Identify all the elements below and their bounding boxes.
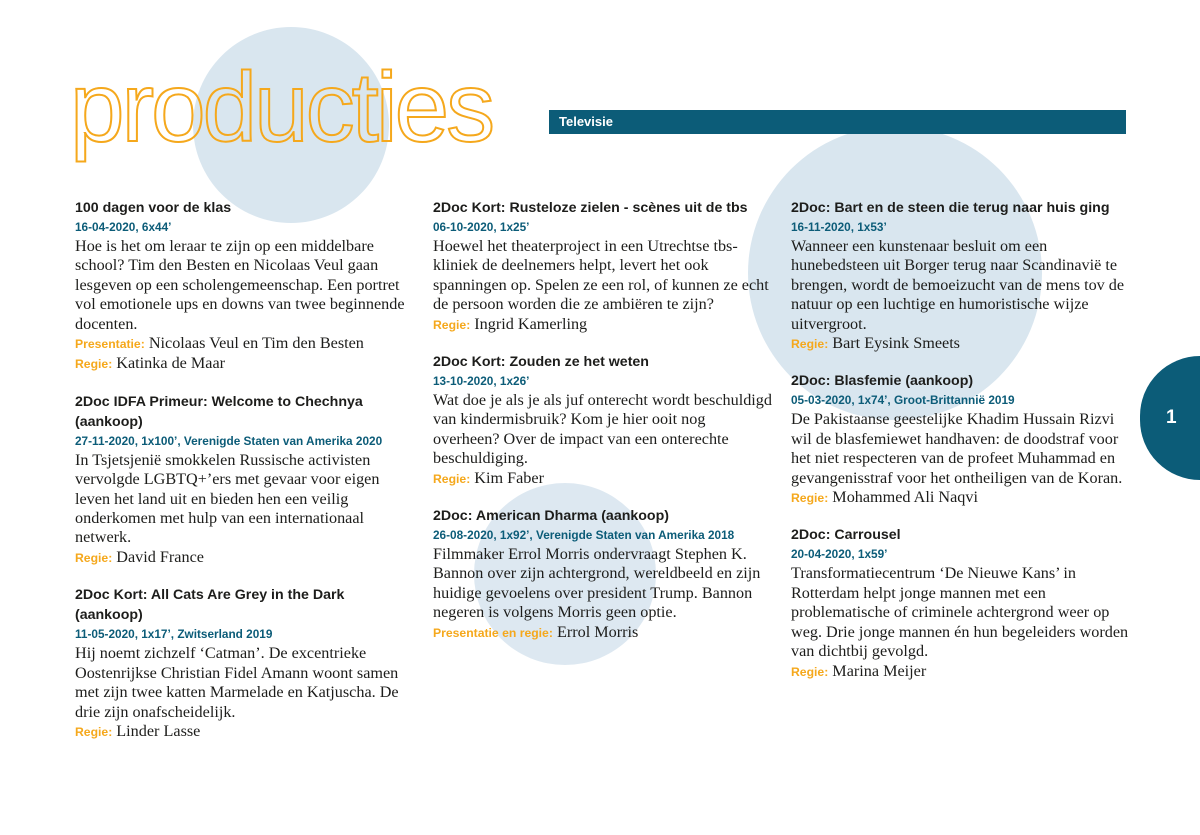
entry-meta: 13-10-2020, 1x26’ (433, 374, 530, 389)
entry-meta: 05-03-2020, 1x74’, Groot-Brittannië 2019 (791, 393, 1015, 408)
credit-value: Nicolaas Veul en Tim den Besten (148, 334, 364, 353)
entry-description: Wat doe je als je als juf onterecht wordt beschuldigd van kindermisbruik? Kom je hier ooit nog overheen? Over de impact van een onterechte beschuldiging. (433, 391, 772, 468)
production-entry (75, 585, 415, 742)
entry-description: In Tsjetsjenië smokkelen Russische activisten vervolgde LGBTQ+’ers met gevaar voor eigen leven het land uit en bieden hen een veilig onderkomen met hulp van een internationaal netwerk. (75, 450, 380, 547)
entry-credit (75, 548, 415, 568)
credit-value: Mohammed Ali Naqvi (832, 488, 978, 507)
production-entry (791, 198, 1131, 354)
entry-meta: 27-11-2020, 1x100’, Verenigde Staten van Amerika 2020 (75, 433, 383, 448)
credit-value: David France (116, 547, 204, 566)
entry-credit (433, 623, 773, 643)
credit-label: Presentatie en regie: (433, 625, 553, 640)
entry-title: 2Doc: Blasfemie (aankoop) (791, 373, 974, 390)
credit-value: Ingrid Kamerling (474, 314, 588, 333)
page-number: 1 (1166, 407, 1177, 428)
credit-label: Regie: (75, 724, 113, 739)
credit-label: Regie: (791, 337, 829, 352)
entry-title: 100 dagen voor de klas (75, 200, 232, 216)
entry-meta: 06-10-2020, 1x25’ (433, 220, 530, 234)
entry-description: De Pakistaanse geestelijke Khadim Hussain Rizvi wil de blasfemiewet handhaven: de doodstraf voor het niet respecteren van de profeet Muhammad en gevangenisstraf voor het ontheiligen van de Koran. (791, 410, 1123, 487)
entry-title: 2Doc: Bart en de steen die terug naar huis ging (791, 200, 1110, 216)
entry-meta: 16-04-2020, 6x44’ (75, 220, 172, 234)
entry-credit (75, 354, 415, 374)
entry-title: 2Doc Kort: Rusteloze zielen - scènes uit de tbs (433, 200, 748, 216)
entry-credit (75, 334, 415, 354)
page-number-tab (1140, 356, 1200, 480)
credit-label: Regie: (791, 664, 829, 679)
entry-description: Hoe is het om leraar te zijn op een middelbare school? Tim den Besten en Nicolaas Veul gaan lesgeven op een scholengemeenschap. Een portret vol emotionele ups en downs van twee beginnende docenten. (75, 237, 405, 333)
production-entry (433, 198, 773, 335)
entry-title: 2Doc Kort: All Cats Are Grey in the Dark (aankoop) (75, 587, 345, 624)
entry-credit (791, 488, 1131, 508)
production-entry (791, 525, 1131, 681)
credit-value: Kim Faber (474, 468, 544, 487)
entry-title: 2Doc: Carrousel (791, 527, 901, 544)
production-entry (433, 506, 773, 643)
credit-value: Bart Eysink Smeets (832, 334, 960, 353)
column-1 (75, 198, 415, 759)
column-3 (791, 198, 1131, 699)
credit-label: Regie: (75, 550, 113, 565)
entry-meta: 20-04-2020, 1x59’ (791, 547, 888, 562)
entry-credit (791, 662, 1131, 682)
credit-value: Marina Meijer (832, 661, 927, 680)
page-title: producties (70, 52, 493, 162)
entry-title: 2Doc IDFA Primeur: Welcome to Chechnya (aankoop) (75, 393, 363, 430)
entry-meta: 26-08-2020, 1x92’, Verenigde Staten van Amerika 2018 (433, 528, 735, 543)
credit-label: Regie: (433, 317, 471, 332)
production-entry (75, 392, 415, 568)
entry-credit (75, 722, 415, 742)
entry-credit (791, 334, 1131, 354)
production-entry (75, 198, 415, 375)
column-2 (433, 198, 773, 660)
credit-label: Regie: (791, 491, 829, 506)
entry-description: Filmmaker Errol Morris ondervraagt Stephen K. Bannon over zijn achtergrond, wereldbeeld en zijn huidige gevoelens over president Trump. Bannon negeren is volgens Morris geen optie. (433, 545, 761, 622)
entry-title: 2Doc: American Dharma (aankoop) (433, 508, 669, 525)
credit-value: Katinka de Maar (116, 354, 226, 373)
entry-meta: 16-11-2020, 1x53’ (791, 220, 887, 234)
entry-description: Hij noemt zichzelf ‘Catman’. De excentrieke Oostenrijkse Christian Fidel Amann woont samen met zijn twee katten Marmelade en Katjuscha. De drie zijn onafscheidelijk. (75, 644, 399, 721)
entry-description: Transformatiecentrum ‘De Nieuwe Kans’ in Rotterdam helpt jonge mannen met een problematische of criminele achtergrond weer op weg. Drie jonge mannen én hun begeleiders worden van dichtbij gevolgd. (791, 564, 1129, 661)
entry-description: Wanneer een kunstenaar besluit om een hunebedsteen uit Borger terug naar Scandinavië te brengen, wordt de bemoeizucht van de mens tov de natuur op een luchtige en humoristische wijze uitvergroot. (791, 237, 1125, 333)
section-header: Televisie (549, 110, 1126, 134)
entry-description: Hoewel het theaterproject in een Utrechtse tbs-kliniek de deelnemers helpt, levert het ook spanningen op. Spelen ze een rol, of kunnen ze echt de persoon worden die ze ambiëren te zijn? (433, 237, 769, 314)
production-entry (433, 352, 773, 489)
credit-value: Errol Morris (556, 622, 639, 641)
entry-title: 2Doc Kort: Zouden ze het weten (433, 354, 649, 371)
production-entry (791, 371, 1131, 508)
credit-value: Linder Lasse (116, 721, 201, 740)
credit-label: Regie: (75, 357, 113, 372)
entry-meta: 11-05-2020, 1x17’, Zwitserland 2019 (75, 627, 273, 642)
credit-label: Regie: (433, 471, 471, 486)
credit-label: Presentatie: (75, 337, 145, 352)
entry-credit (433, 469, 773, 489)
entry-credit (433, 315, 773, 335)
